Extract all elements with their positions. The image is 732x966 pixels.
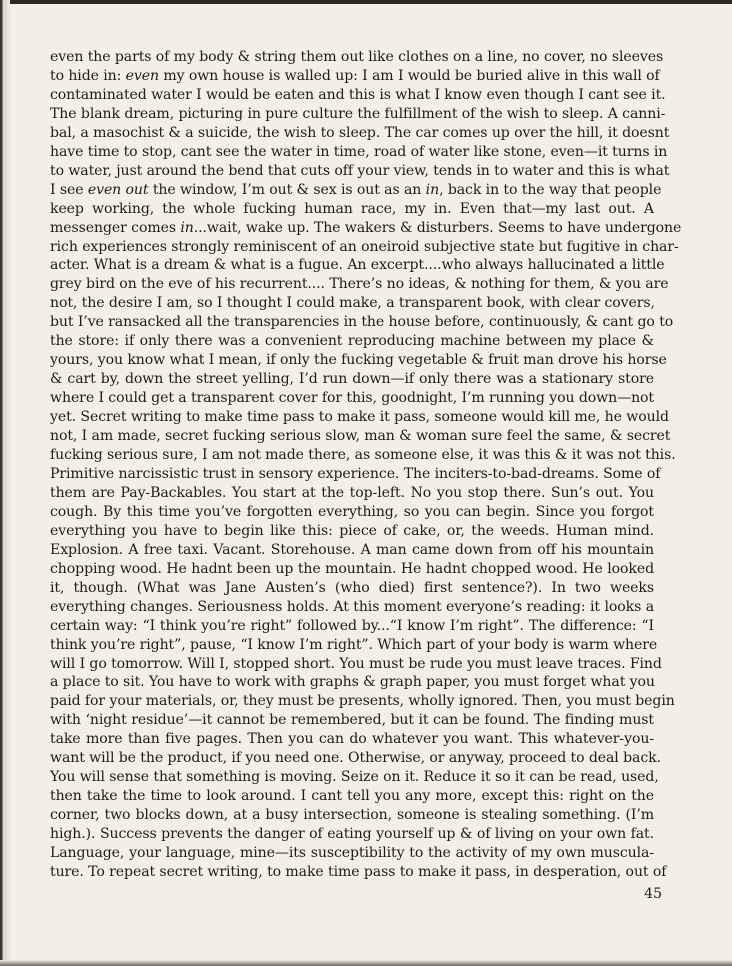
text-segment: think you’re right”, pause, “I know I’m right”. Which part of your body is warm where (50, 636, 658, 653)
text-line (50, 787, 654, 806)
text-line (50, 351, 667, 370)
text-line (50, 579, 654, 598)
text-segment: Explosion. A free taxi. Vacant. Storehouse. A man came down from off his mountain (50, 541, 654, 558)
text-line (50, 370, 654, 389)
text-line (50, 238, 679, 257)
text-segment: the store: if only there was a convenient reproducing machine between my place & (50, 333, 654, 350)
text-segment: a place to sit. You have to work with graphs & graph paper, you must forget what you (50, 674, 655, 691)
text-line (50, 124, 670, 143)
text-line (50, 427, 671, 446)
text-segment: grey bird on the eve of his recurrent.... There’s no ideas, & nothing for them, & you are (50, 276, 669, 293)
text-segment: Primitive narcissistic trust in sensory experience. The inciters-to-bad-dreams. Some of (50, 465, 661, 482)
text-segment: fucking serious sure, I am not made there, as someone else, it was this & it was not this. (50, 447, 676, 464)
text-segment: paid for your materials, or, they must be presents, wholly ignored. Then, you must begin (50, 693, 675, 710)
text-segment: to hide in: (50, 67, 126, 84)
text-segment: certain way: “I think you’re right” followed by...“I know I’m right”. The difference: “I (50, 617, 654, 634)
body-text (50, 48, 682, 882)
text-line (50, 636, 658, 655)
text-line (50, 465, 661, 484)
text-segment: everything you have to begin like this: piece of cake, or, the weeds. Human mind. (50, 522, 654, 539)
text-segment: then take the time to look around. I cant tell you any more, except this: right on the (50, 788, 654, 805)
text-line (50, 560, 654, 579)
text-segment: not, I am made, secret fucking serious slow, man & woman sure feel the same, & secret (50, 428, 671, 445)
text-segment: acter. What is a dream & what is a fugue. An excerpt....who always hallucinated a little (50, 257, 665, 274)
text-line (50, 617, 654, 636)
text-line (50, 219, 682, 238)
text-line (50, 86, 666, 105)
text-line (50, 844, 654, 863)
text-segment: I see (50, 181, 88, 198)
text-segment: high.). Success prevents the danger of eating yourself up & of living on your own fat. (50, 826, 654, 843)
text-line (50, 655, 662, 674)
text-line (50, 692, 675, 711)
text-segment: have time to stop, cant see the water in time, road of water like stone, even—it turns in (50, 143, 668, 160)
text-line (50, 256, 665, 275)
text-segment: You will sense that something is moving. Seize on it. Reduce it so it can be read, used, (50, 769, 659, 786)
text-line (50, 806, 654, 825)
text-line (50, 200, 654, 219)
text-line (50, 484, 654, 503)
text-segment: yours, you know what I mean, if only the fucking vegetable & fruit man drove his horse (50, 352, 667, 369)
text-segment: , back in to the way that people (439, 181, 662, 198)
page-number: 45 (644, 886, 662, 902)
text-line (50, 389, 654, 408)
text-segment: them are Pay-Backables. You start at the top-left. No you stop there. Sun’s out. You (50, 484, 654, 501)
text-segment: where I could get a transparent cover for this, goodnight, I’m running you down—not (50, 390, 654, 407)
text-line (50, 541, 654, 560)
text-line (50, 446, 676, 465)
text-line (50, 711, 654, 730)
text-segment: corner, two blocks down, at a busy intersection, someone is stealing something. (I’m (50, 807, 654, 824)
italic-text: even out (87, 181, 149, 198)
text-line (50, 730, 654, 749)
text-segment: cough. By this time you’ve forgotten everything, so you can begin. Since you forgot (50, 503, 654, 520)
text-line (50, 768, 659, 787)
text-segment: & cart by, down the street yelling, I’d run down—if only there was a stationary store (50, 371, 654, 388)
text-segment: keep working, the whole fucking human race, my in. Even that—my last out. A (50, 200, 654, 217)
text-segment: Language, your language, mine—its susceptibility to the activity of my own muscula- (50, 845, 654, 862)
text-line (50, 143, 668, 162)
text-line (50, 408, 669, 427)
text-segment: yet. Secret writing to make time pass to make it pass, someone would kill me, he would (50, 409, 669, 426)
text-line (50, 67, 660, 86)
text-line (50, 181, 662, 200)
text-segment: take more than five pages. Then you can do whatever you want. This whatever-you- (50, 731, 654, 748)
text-segment: to water, just around the bend that cuts off your view, tends in to water and this is what (50, 162, 670, 179)
text-line (50, 863, 667, 882)
text-line (50, 749, 661, 768)
text-segment: even the parts of my body & string them out like clothes on a line, no cover, no sleeves (50, 49, 664, 65)
bottom-edge-shadow (0, 960, 732, 966)
text-line (50, 275, 669, 294)
text-line (50, 294, 654, 313)
text-line (50, 48, 664, 67)
text-segment: my own house is walled up: I am I would be buried alive in this wall of (159, 67, 660, 84)
text-segment: chopping wood. He hadnt been up the mountain. He hadnt chopped wood. He looked (50, 560, 654, 577)
text-segment: will I go tomorrow. Will I, stopped short. You must be rude you must leave traces. Find (50, 655, 662, 672)
text-segment: ...wait, wake up. The wakers & disturbers. Seems to have undergone (193, 219, 682, 236)
text-segment: messenger comes (50, 219, 181, 236)
text-segment: with ‘night residue’—it cannot be remembered, but it can be found. The finding must (50, 712, 654, 729)
text-line (50, 105, 666, 124)
text-segment: it, though. (What was Jane Austen’s (who died) first sentence?). In two weeks (50, 579, 654, 596)
text-line (50, 825, 654, 844)
text-line (50, 313, 674, 332)
text-segment: not, the desire I am, so I thought I could make, a transparent book, with clear covers, (50, 295, 655, 312)
text-segment: want will be the product, if you need one. Otherwise, or anyway, proceed to deal back. (50, 750, 661, 767)
text-line (50, 162, 670, 181)
text-segment: contaminated water I would be eaten and this is what I know even though I cant see it. (50, 86, 666, 103)
text-line (50, 522, 654, 541)
text-segment: ture. To repeat secret writing, to make time pass to make it pass, in desperation, out of (50, 863, 667, 880)
top-edge-shadow (0, 0, 732, 4)
text-segment: bal, a masochist & a suicide, the wish to sleep. The car comes up over the hill, it doesnt (50, 124, 670, 141)
text-line (50, 673, 654, 692)
text-segment: rich experiences strongly reminiscent of an oneiroid subjective state but fugitive in char- (50, 238, 679, 255)
italic-text: even (125, 67, 159, 84)
italic-text: in (180, 219, 194, 236)
text-segment: the window, I’m out & sex is out as an (148, 181, 426, 198)
text-segment: The blank dream, picturing in pure culture the fulfillment of the wish to sleep. A canni- (50, 105, 666, 122)
text-line (50, 598, 654, 617)
page-binding-edge (0, 0, 10, 966)
text-segment: everything changes. Seriousness holds. At this moment everyone’s reading: it looks a (50, 598, 654, 615)
text-line (50, 503, 654, 522)
text-line (50, 332, 654, 351)
italic-text: in (425, 181, 440, 198)
text-segment: but I’ve ransacked all the transparencies in the house before, continuously, & cant go to (50, 314, 674, 331)
